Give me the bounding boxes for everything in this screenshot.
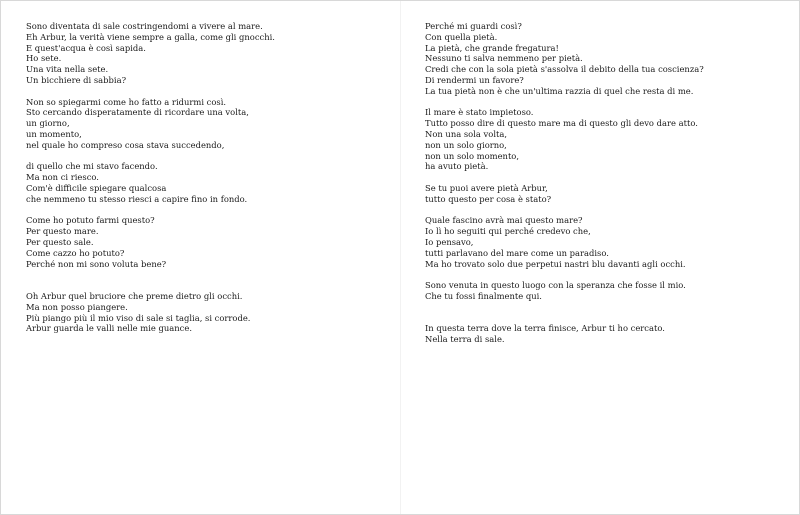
poem-line: Ma ho trovato solo due perpetui nastri blu davanti agli occhi. [425, 258, 686, 269]
poem-line: Perché non mi sono voluta bene? [26, 258, 167, 269]
poem-line: Credi che con la sola pietà s'assolva il debito della tua coscienza? [425, 64, 704, 75]
poem-line: Una vita nella sete. [26, 64, 109, 75]
stanza [26, 97, 386, 151]
stanza [26, 161, 386, 204]
poem-line: Eh Arbur, la verità viene sempre a galla, come gli gnocchi. [26, 31, 275, 42]
poem-line: non un solo giorno, [425, 139, 507, 150]
poem-line: E quest'acqua è così sapida. [26, 42, 146, 53]
poem-line: Il mare è stato impietoso. [425, 107, 534, 118]
stanza [26, 21, 386, 86]
right-page [425, 21, 785, 356]
poem-line: La tua pietà non è che un'ultima razzia di quel che resta di me. [425, 85, 694, 96]
poem-line: un giorno, [26, 118, 70, 129]
poem-line: tutto questo per cosa è stato? [425, 193, 552, 204]
stanza [425, 183, 785, 205]
stanza [26, 291, 386, 334]
poem-line: ha avuto pietà. [425, 161, 489, 172]
poem-line: Come cazzo ho potuto? [26, 247, 125, 258]
poem-line: che nemmeno tu stesso riesci a capire fino in fondo. [26, 193, 248, 204]
poem-line: Più piango più il mio viso di sale si taglia, si corrode. [26, 312, 251, 323]
poem-line: Quale fascino avrà mai questo mare? [425, 215, 583, 226]
poem-line: Oh Arbur quel bruciore che preme dietro gli occhi. [26, 290, 243, 301]
stanza [425, 21, 785, 97]
left-page [26, 21, 386, 345]
poem-line: Se tu puoi avere pietà Arbur, [425, 182, 548, 193]
poem-line: Ma non ci riesco. [26, 172, 99, 183]
poem-line: un momento, [26, 128, 82, 139]
stanza [425, 323, 785, 345]
poem-line: Perché mi guardi così? [425, 21, 522, 31]
poem-line: Sono venuta in questo luogo con la speranza che fosse il mio. [425, 280, 686, 291]
poem-line: Non so spiegarmi come ho fatto a ridurmi così. [26, 96, 227, 107]
poem-line: Che tu fossi finalmente qui. [425, 290, 542, 301]
poem-line: Io pensavo, [425, 236, 474, 247]
stanza [26, 215, 386, 269]
stanza [425, 215, 785, 269]
poem-line: Tutto posso dire di questo mare ma di questo gli devo dare atto. [425, 118, 698, 129]
poem-line: Per questo mare. [26, 226, 99, 237]
poem-line: nel quale ho compreso cosa stava succedendo, [26, 139, 225, 150]
poem-line: Ma non posso piangere. [26, 301, 128, 312]
poem-line: In questa terra dove la terra finisce, Arbur ti ho cercato. [425, 323, 665, 334]
poem-line: Non una sola volta, [425, 128, 508, 139]
poem-line: Sono diventata di sale costringendomi a vivere al mare. [26, 21, 263, 31]
poem-line: Arbur guarda le valli nelle mie guance. [26, 323, 192, 334]
poem-line: Com'è difficile spiegare qualcosa [26, 182, 167, 193]
poem-line: La pietà, che grande fregatura! [425, 42, 559, 53]
poem-line: Con quella pietà. [425, 31, 498, 42]
stanza [425, 107, 785, 172]
poem-line: Ho sete. [26, 53, 62, 64]
poem-line: Di rendermi un favore? [425, 74, 524, 85]
stanza [425, 280, 785, 302]
poem-line: Sto cercando disperatamente di ricordare una volta, [26, 107, 249, 118]
poem-line: Nella terra di sale. [425, 334, 505, 345]
poem-line: Io lì ho seguiti qui perché credevo che, [425, 226, 591, 237]
page-gutter [400, 1, 401, 514]
poem-line: di quello che mi stavo facendo. [26, 161, 158, 172]
poem-line: Per questo sale. [26, 236, 94, 247]
poem-line: Nessuno ti salva nemmeno per pietà. [425, 53, 583, 64]
poem-line: tutti parlavano del mare come un paradiso. [425, 247, 609, 258]
poem-line: Come ho potuto farmi questo? [26, 215, 155, 226]
poem-line: Un bicchiere di sabbia? [26, 74, 127, 85]
poem-line: non un solo momento, [425, 150, 520, 161]
